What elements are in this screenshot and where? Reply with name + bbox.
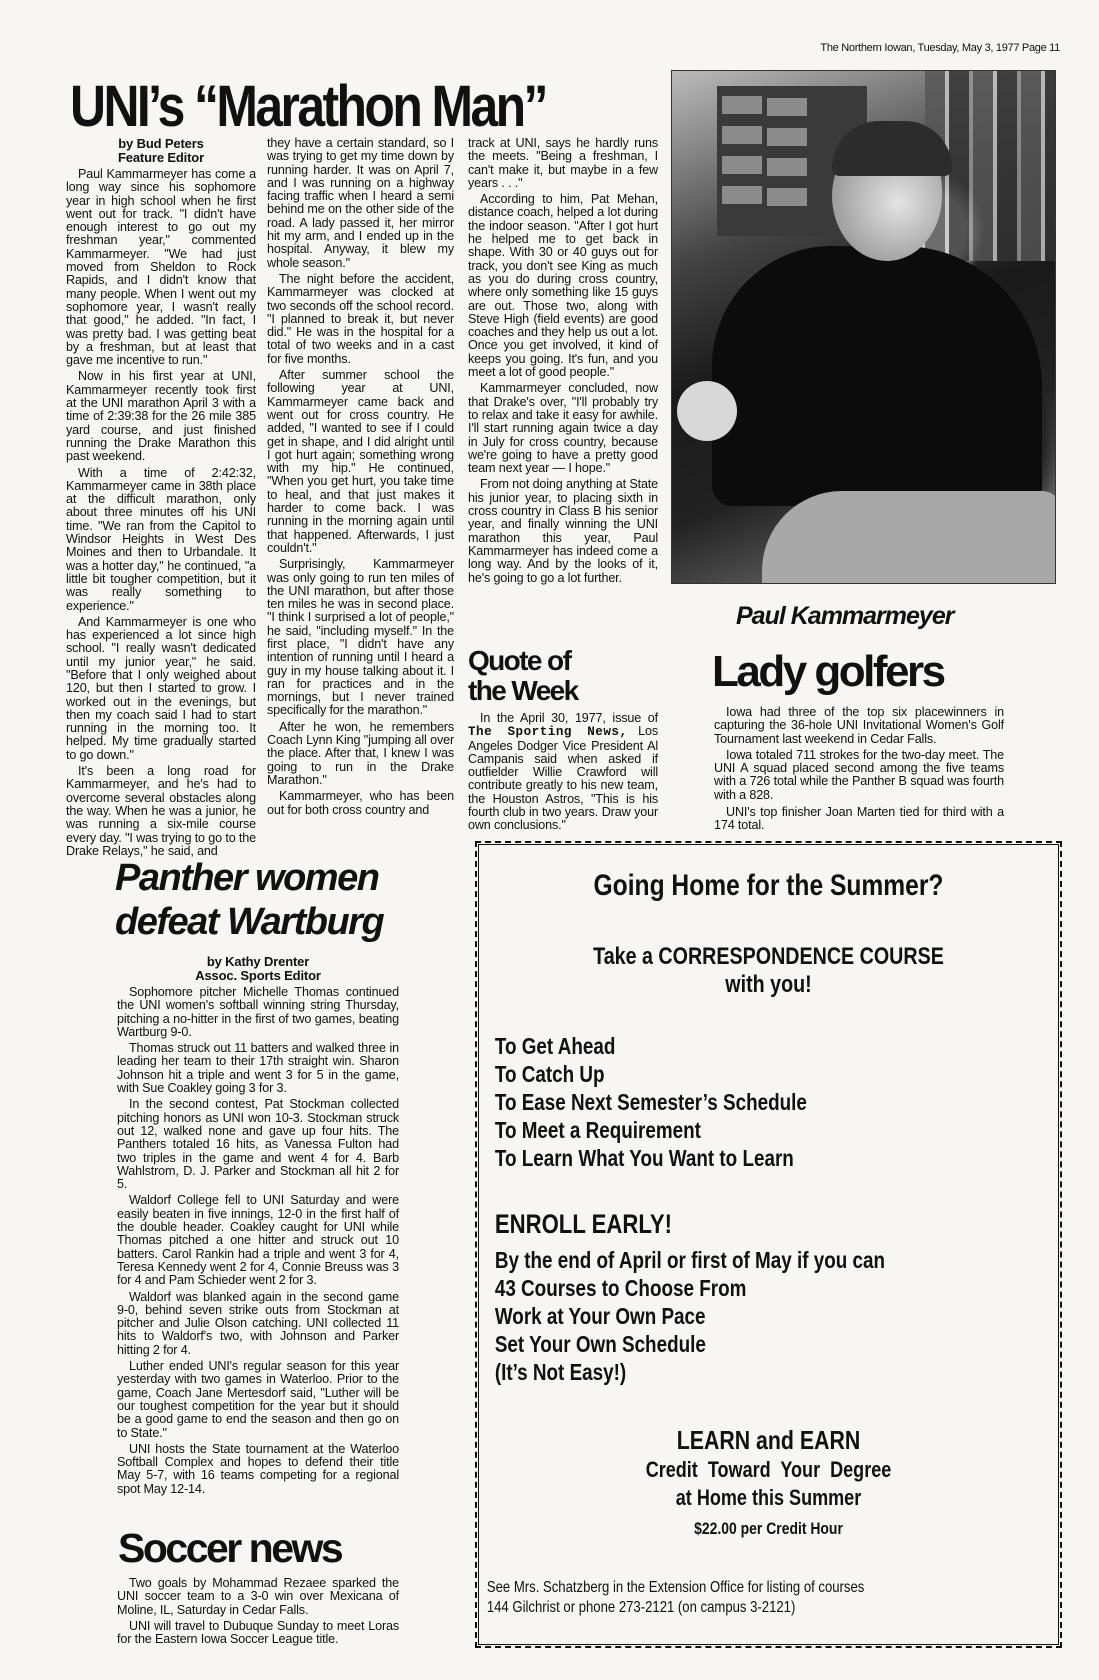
paragraph: Thomas struck out 11 batters and walked three in leading her team to their 17th straight win. Sharon Johnson hit a triple and went 3 for 5 in the game, with Sue Coakley going 3 for 3. <box>117 1041 399 1096</box>
softball-body <box>117 955 399 1499</box>
paragraph: Paul Kammarmeyer has come a long way since his sophomore year in high school when he first went out for track. "I didn't have enough interest to go out my freshman year," commented Kammarmeyer. "We had just moved from Sheldon to Rock Rapids, and I didn't know that many people. When I went out my sophomore year, I wasn't really that good," he added. "In fact, I was pretty bad. I was getting beat by a freshman, but at least that gave me incentive to run." <box>66 167 256 368</box>
soccer-body <box>117 1577 399 1649</box>
paragraph: Kammarmeyer concluded, now that Drake's over, "I'll probably try to relax and take it easy for awhile. I'll start running again twice a day in July for cross country, because we're going to have a pretty good team next year — I hope." <box>468 381 658 476</box>
ad-credit: Credit Toward Your Degree <box>645 1457 892 1482</box>
ad-reason: To Catch Up <box>494 1061 605 1087</box>
paragraph: With a time of 2:42:32, Kammarmeyer came in 38th place at the difficult marathon, only about three minutes off his UNI time. "We ran from the Capitol to Windsor Heights in West Des Moines and then to Urbandale. It was a hotter day," he continued, "a little bit tougher competition, but it was really something to experience." <box>66 465 256 613</box>
page-folio: The Northern Iowan, Tuesday, May 3, 1977 Page 11 <box>820 42 1060 54</box>
ad-reason: To Get Ahead <box>494 1033 616 1059</box>
paragraph: After summer school the following year at UNI, Kammarmeyer came back and went out for cross country. He added, "I wanted to see if I could get in shape, and I did alright until I got hurt again; something wrong with my hip." He continued, "When you get hurt, you take time to heal, and that just makes it harder to come back. I was running in the morning again until that happened. Afterwards, I just couldn't." <box>267 368 454 555</box>
softball-byline <box>117 955 399 983</box>
quote-headline-line1: Quote of <box>468 645 571 676</box>
paragraph: Iowa totaled 711 strokes for the two-day meet. The UNI A squad placed second among the five teams with a 726 total while the Panther B squad was fourth with a 828. <box>714 747 1004 802</box>
paragraph: It's been a long road for Kammarmeyer, and he's had to overcome several obstacles along the way. When he was a junior, he was running a six-mile course every day. "I was trying to go to the Drake Relays," he said, and <box>66 764 256 858</box>
quote-headline <box>468 646 578 706</box>
ad-subtitle: Take a CORRESPONDENCE COURSE <box>593 943 944 970</box>
ad-detail: Work at Your Own Pace <box>494 1303 706 1329</box>
ad-learn-earn: LEARN and EARN <box>676 1425 861 1455</box>
ad-detail: Set Your Own Schedule <box>494 1331 706 1357</box>
ad-credit-2: at Home this Summer <box>675 1485 862 1510</box>
paragraph: UNI hosts the State tournament at the Waterloo Softball Complex and hopes to defend their title May 5-7, with 16 teams competing for a regional spot May 12-14. <box>117 1441 399 1496</box>
paragraph: After he won, he remembers Coach Lynn King "jumping all over the place. After that, I knew I was going to run in the Drake Marathon." <box>267 719 454 787</box>
paragraph: Two goals by Mohammad Rezaee sparked the UNI soccer team to a 3-0 win over Mexicana of Moline, IL, Saturday in Cedar Falls. <box>117 1576 399 1617</box>
paragraph: Surprisingly, Kammarmeyer was only going to run ten miles of the UNI marathon, but after those ten miles he was in second place. "I think I surprised a lot of people," he said, "including myself." In the first place, "I didn't have any intention of running until I heard a guy in my house talking about it. I ran for practices and in the mornings, but I never trained specifically for the marathon." <box>267 557 454 718</box>
paragraph: Now in his first year at UNI, Kammarmeyer recently took first at the UNI marathon April 3 with a time of 2:39:38 for the 26 mile 385 yard course, and just finished running the Drake Marathon this past weekend. <box>66 369 256 464</box>
figure-pants <box>762 491 1056 584</box>
byline-title: Assoc. Sports Editor <box>195 968 321 983</box>
ad-reason: To Meet a Requirement <box>494 1117 701 1143</box>
figure-sweater <box>712 246 1042 506</box>
ad-price: $22.00 per Credit Hour <box>694 1519 843 1538</box>
ad-contact: See Mrs. Schatzberg in the Extension Office for listing of courses <box>486 1579 865 1596</box>
ad-contact-2: 144 Gilchrist or phone 273-2121 (on campus 3-2121) <box>486 1599 796 1616</box>
ad-title: Going Home for the Summer? <box>593 869 944 902</box>
ad-enroll-early: ENROLL EARLY! <box>494 1209 672 1239</box>
softball-headline-line2: defeat Wartburg <box>115 901 384 943</box>
marathon-headline: UNI’s “Marathon Man” <box>70 74 546 139</box>
paragraph: UNI will travel to Dubuque Sunday to meet Loras for the Eastern Iowa Soccer League title. <box>117 1618 399 1647</box>
softball-headline <box>115 856 383 944</box>
ad-detail: 43 Courses to Choose From <box>494 1275 747 1301</box>
golf-body <box>714 706 1004 836</box>
paragraph: UNI's top finisher Joan Marten tied for third with a 174 total. <box>714 805 1004 833</box>
photo-caption: Paul Kammarmeyer <box>736 602 954 630</box>
paragraph: Waldorf College fell to UNI Saturday and were easily beaten in five innings, 12-0 in the first half of the double header. Coakley caught for UNI while Thomas pitched a one hitter and struck out 10 batters. Carol Rankin had a triple and went 3 for 4, Teresa Kennedy went 2 for 4, Connie Breuss was 3 for 4 and Pam Schieder went 2 for 3. <box>117 1193 399 1288</box>
soccer-headline: Soccer news <box>118 1525 342 1571</box>
ad-detail: (It’s Not Easy!) <box>494 1359 627 1385</box>
ad-reason: To Ease Next Semester’s Schedule <box>494 1089 807 1115</box>
paragraph: Waldorf was blanked again in the second game 9-0, behind seven strike outs from Stockman at pitcher and Julie Olson catching. UNI collected 11 hits to Waldorf's two, with Johnson and Parker hitting 2 for 4. <box>117 1289 399 1357</box>
marathon-byline <box>66 137 256 165</box>
paragraph: track at UNI, says he hardly runs the meets. "Being a freshman, I can't make it, but maybe in a few years . . ." <box>468 136 658 190</box>
paragraph: Kammarmeyer, who has been out for both cross country and <box>267 789 454 817</box>
byline-name: by Bud Peters <box>118 136 204 151</box>
paragraph: In the second contest, Pat Stockman collected pitching honors as UNI won 10-3. Stockman struck out 12, walked none and gave up four hits. The Panthers totaled 16 hits, as Vanessa Fulton had two triples in the game and went 4 for 4. Barb Wahlstrom, D. J. Parker and Stockman all hit 2 for 5. <box>117 1097 399 1192</box>
golf-headline: Lady golfers <box>712 647 944 696</box>
paragraph: Sophomore pitcher Michelle Thomas continued the UNI women's softball winning string Thursday, pitching a no-hitter in the first of two games, beating Wartburg 9-0. <box>117 985 399 1039</box>
paragraph: Iowa had three of the top six placewinners in capturing the 36-hole UNI Invitational Women's Golf Tournament last weekend in Cedar Falls. <box>714 705 1004 746</box>
paragraph: From not doing anything at State his junior year, to placing sixth in cross country in Class B his senior year, and finally winning the UNI marathon this year, Paul Kammarmeyer has indeed come a long way. And by the looks of it, he's going to go a lot further. <box>468 477 658 585</box>
paragraph: And Kammarmeyer is one who has experienced a lot since high school. "I really wasn't dedicated until my junior year," he said. "Before that I only weighed about 120, but then I started to grow. I worked out in the evenings, but then my coach said I had to start running in the morning too. It helped. My time gradually started to go down." <box>66 614 256 762</box>
photo-paul-kammarmeyer <box>671 70 1056 584</box>
softball-headline-line1: Panther women <box>115 857 379 899</box>
paragraph: According to him, Pat Mehan, distance coach, helped a lot during the indoor season. "After I got hurt he helped me to get back in shape. With 30 or 40 guys out for track, you don't see King as much as you do during cross country, where only something like 15 guys are out. Those two, along with Steve High (field events) are good coaches and they help us out a lot. Once you get involved, it kind of keeps you going. It's fun, and you meet a lot of good people." <box>468 192 658 380</box>
publication-name: The Sporting News, <box>468 725 628 740</box>
marathon-column-3 <box>468 137 658 588</box>
paragraph: they have a certain standard, so I was trying to get my time down by running harder. It was on April 7, and I was running on a highway facing traffic when I heard a semi behind me on the other side of the road. A lady passed it, her mirror hit my arm, and I ended up in the hospital. Anyway, it blew my whole season." <box>267 136 454 270</box>
marathon-column-1 <box>66 137 256 861</box>
quote-headline-line2: the Week <box>468 675 578 706</box>
correspondence-course-ad <box>475 841 1062 1648</box>
paragraph: The night before the accident, Kammarmeyer was clocked at two seconds off the school record. "I planned to break it, but never did." He was in the hospital for a total of two weeks and in a cast for five months. <box>267 271 454 366</box>
paragraph: In the April 30, 1977, issue of The Sporting News, Los Angeles Dodger Vice President Al Campanis said when asked if outfielder Willie Crawford will contribute greatly to his new team, the Houston Astros, "This is his fourth club in two years. Draw your own conclusions." <box>468 711 658 833</box>
marathon-column-2 <box>267 137 454 820</box>
byline-title: Feature Editor <box>117 150 205 165</box>
figure-hand <box>677 381 737 441</box>
paragraph: Luther ended UNI's regular season for this year yesterday with two games in Waterloo. Prior to the game, Coach Jane Mertesdorf said, "Luther will be our toughest competition for the year but it should be a good game to end the season and then go on to State." <box>117 1359 399 1440</box>
byline-name: by Kathy Drenter <box>206 954 310 969</box>
ad-detail: By the end of April or first of May if you can <box>494 1247 886 1273</box>
ad-reason: To Learn What You Want to Learn <box>494 1145 794 1171</box>
quote-body <box>468 712 658 836</box>
ad-subtitle-2: with you! <box>725 971 812 998</box>
